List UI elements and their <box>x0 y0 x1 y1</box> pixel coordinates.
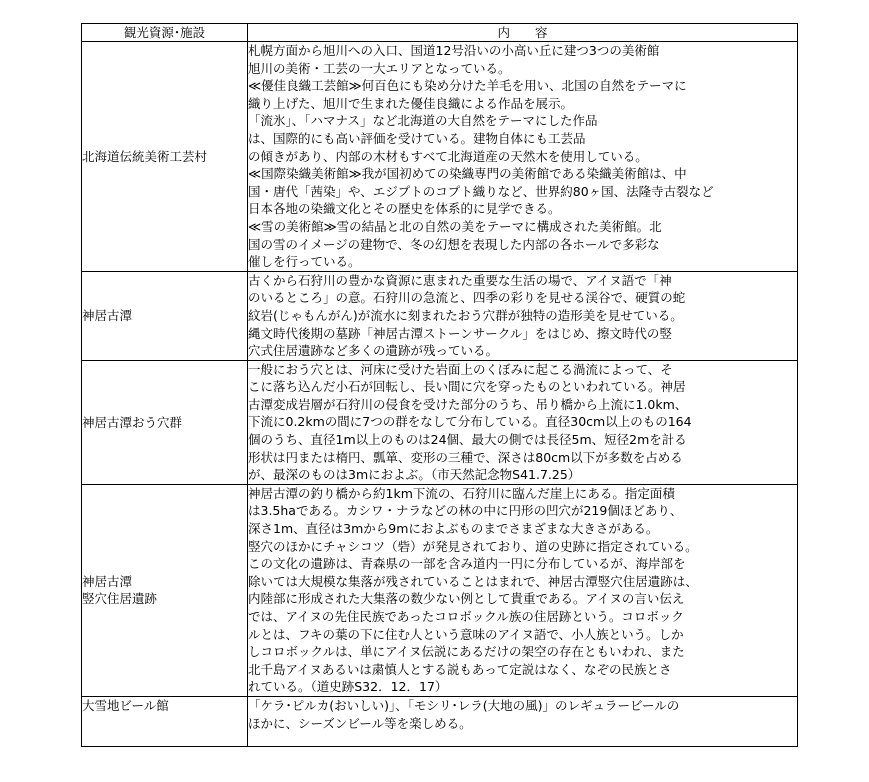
description-line: 国の雪のイメージの建物で、冬の幻想を表現した内部の各ホールで多彩な <box>248 236 660 252</box>
description-line: 下流に0.2kmの間に7つの群をなして分布している。直径30cm以上のもの164 <box>248 414 692 430</box>
facility-name: 竪穴住居遺跡 <box>82 591 158 607</box>
description-line: 織り上げた、旭川で生まれた優佳良織による作品を展示。 <box>248 95 574 111</box>
description-line: 縄文時代後期の墓跡「神居古潭ストーンサークル」をはじめ、擦文時代の竪 <box>248 325 672 341</box>
facility-name: 大雪地ビール館 <box>82 697 169 713</box>
description-line: ルとは、フキの葉の下に住む人という意味のアイヌ語で、小人族という。しか <box>248 626 684 642</box>
description-line: 古くから石狩川の豊かな資源に恵まれた重要な生活の場で、アイヌ語で「神 <box>248 272 672 288</box>
description-line: 紋岩(じゃもんがん)が流水に刻まれたおう穴群が独特の造形美を見せている。 <box>248 307 683 323</box>
description-line: 北千島アイヌあるいは粛慎人とする説もあって定説はなく、なぞの民族とさ <box>248 661 672 677</box>
description-line: 深さ1m、直径は3mから9mにおよぶものまでさまざまな大きさがある。 <box>248 521 659 537</box>
description-cell <box>248 271 798 360</box>
facility-name-cell <box>82 360 248 484</box>
header-content: 内 容 <box>248 24 798 42</box>
description-line: ≪雪の美術館≫雪の結晶と北の自然の美をテーマに構成された美術館。北 <box>248 218 662 234</box>
table-row <box>82 360 798 484</box>
description-cell <box>248 484 798 696</box>
description-line: 「ケラ･ピルカ(おいしい)」、「モシリ･レラ(大地の風)」のレギュラービールの <box>248 697 680 713</box>
description-line: 古潭変成岩層が石狩川の侵食を受けた部分のうち、吊り橋から上流に1.0km、 <box>248 396 688 412</box>
description-line: 催しを行っている。 <box>248 254 361 270</box>
description-line: 形状は円または楕円、瓢箪、変形の三種で、深さは80cm以下が多数を占める <box>248 449 683 465</box>
table-row <box>82 42 798 272</box>
facility-name: 神居古潭おう穴群 <box>82 414 183 430</box>
description-line: 個のうち、直径1m以上のものは24個、最大の側では長径5m、短径2mを計る <box>248 432 687 448</box>
description-line: 穴式住居遺跡など多くの遺跡が残っている。 <box>248 343 499 359</box>
description-line: は3.5haである。カシワ・ナラなどの林の中に円形の凹穴が219個ほどあり、 <box>248 503 683 519</box>
description-line: 内陸部に形成された大集落の数少ない例として貴重である。アイヌの言い伝え <box>248 591 685 607</box>
table-row <box>82 271 798 360</box>
description-line: が、最深のものは3mにおよぶ。（市天然記念物S41.7.25） <box>248 467 581 483</box>
facility-name-cell <box>82 696 248 746</box>
description-line: 神居古潭の釣り橋から約1km下流の、石狩川に臨んだ崖上にある。指定面積 <box>248 485 675 501</box>
description-spacer <box>248 732 797 746</box>
facility-name-cell <box>82 42 248 272</box>
facility-name: 北海道伝統美術工芸村 <box>82 148 208 164</box>
description-line: 「流氷」、「ハマナス」など北海道の大自然をテーマにした作品 <box>248 113 598 129</box>
description-cell <box>248 696 798 746</box>
description-line: では、アイヌの先住民族であったコロボックル族の住居跡という。コロボック <box>248 609 684 624</box>
description-cell <box>248 360 798 484</box>
description-line: ≪国際染織美術館≫我が国初めての染織専門の美術館である染織美術館は、中 <box>248 166 687 182</box>
table-row <box>82 696 798 746</box>
sightseeing-table <box>81 23 798 747</box>
description-line: こに落ち込んだ小石が回転し、長い間に穴を穿ったものといわれている。神居 <box>248 379 686 395</box>
facility-name-cell <box>82 271 248 360</box>
facility-name: 神居古潭 <box>82 574 133 590</box>
table-row <box>82 484 798 696</box>
description-line: 竪穴のほかにチャシコツ（砦）が発見されており、道の史跡に指定されている。 <box>248 538 698 554</box>
description-line: ほかに、シーズンビール等を楽しめる。 <box>248 715 472 731</box>
description-line: この文化の遺跡は、青森県の一部を含み道内一円に分布しているが、海岸部を <box>248 556 686 572</box>
description-line: 一般におう穴とは、河床に受けた岩面上のくぼみに起こる渦流によって、そ <box>248 361 673 377</box>
description-line: のいるところ」の意。石狩川の急流と、四季の彩りを見せる渓谷で、硬質の蛇 <box>248 290 686 306</box>
description-line: 国・唐代「茜染」や、エジプトのコプト織りなど、世界約80ヶ国、法隆寺古裂など <box>248 183 714 199</box>
facility-name-cell <box>82 484 248 696</box>
description-line: の傾きがあり、内部の木材もすべて北海道産の天然木を使用している。 <box>248 148 648 164</box>
description-line: 札幌方面から旭川への入口、国道12号沿いの小高い丘に建つ3つの美術館 <box>248 43 660 58</box>
header-row <box>82 24 798 42</box>
description-line: ≪優佳良織工芸館≫何百色にも染め分けた羊毛を用い、北国の自然をテーマに <box>248 78 687 94</box>
description-line: 旭川の美術・工芸の一大エリアとなっている。 <box>248 60 511 76</box>
description-line: しコロボックルは、単にアイヌ伝説にあるだけの架空の存在ともいわれ、また <box>248 644 685 660</box>
description-cell <box>248 42 798 272</box>
description-line: 日本各地の染織文化とその歴史を体系的に見学できる。 <box>248 201 561 217</box>
description-line: 除いては大規模な集落が残されていることはまれで、神居古潭竪穴住居遺跡は、 <box>248 573 698 589</box>
header-facility: 観光資源･施設 <box>82 24 248 42</box>
description-line: れている。（道史跡S32．12．17） <box>248 679 448 695</box>
description-line: は、国際的にも高い評価を受けている。建物自体にも工芸品 <box>248 130 586 146</box>
facility-name: 神居古潭 <box>82 308 133 324</box>
